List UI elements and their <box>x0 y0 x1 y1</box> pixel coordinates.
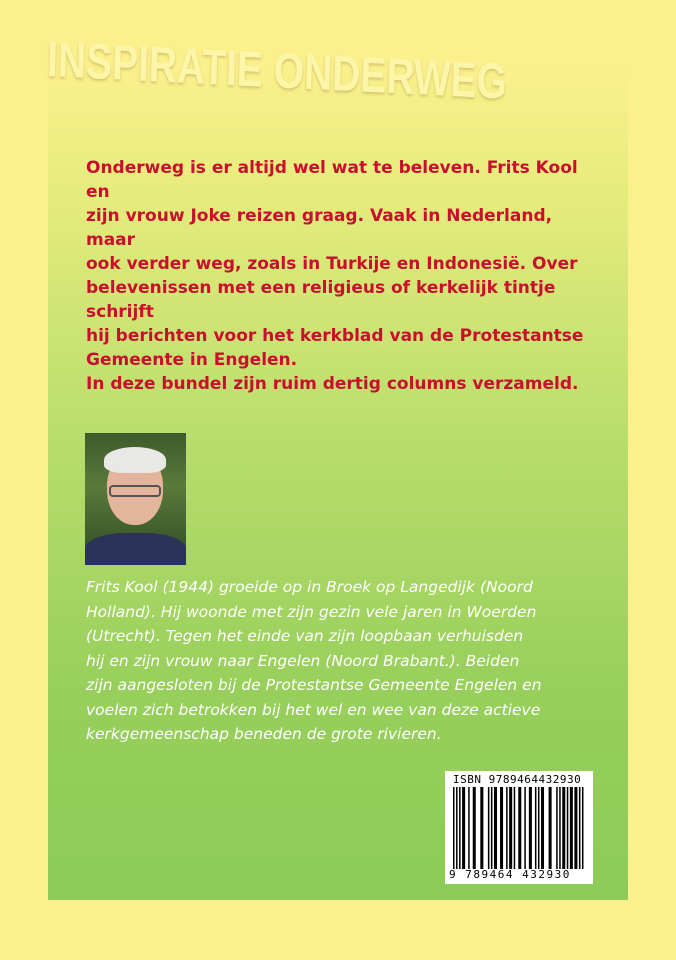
barcode-bar <box>541 787 544 869</box>
barcode-bar <box>468 787 470 869</box>
barcode-bar <box>488 787 490 869</box>
barcode-bar <box>535 787 537 869</box>
author-photo <box>85 433 186 565</box>
barcode-bar <box>570 787 573 869</box>
barcode-bar <box>494 787 497 869</box>
barcode-bar <box>491 787 493 869</box>
bio-line: zijn aangesloten bij de Protestantse Gemeente Engelen en <box>86 676 542 694</box>
barcode-bar <box>549 787 552 869</box>
barcode-bar <box>524 787 526 869</box>
barcode-bar <box>559 787 561 869</box>
barcode-bar <box>518 787 521 869</box>
barcode-bar <box>459 787 461 869</box>
barcode-bar <box>462 787 465 869</box>
blurb-line: belevenissen met een religieus of kerkelijk tintje schrijft <box>86 278 556 322</box>
blurb-line: hij berichten voor het kerkblad van de Protestantse <box>86 326 584 346</box>
barcode-bar <box>556 787 558 869</box>
bio-line: kerkgemeenschap beneden de grote rivieren. <box>86 725 442 743</box>
barcode-bar <box>480 787 483 869</box>
isbn-label: ISBN 9789464432930 <box>453 773 582 786</box>
blurb-text <box>86 156 596 396</box>
barcode-bar <box>574 787 577 869</box>
bio-line: Holland). Hij woonde met zijn gezin vele jaren in Woerden <box>86 602 537 621</box>
barcode-bar <box>579 787 581 869</box>
barcode-bar <box>473 787 476 869</box>
author-bio <box>86 575 646 747</box>
barcode-bar <box>500 787 503 869</box>
book-title: INSPIRATIE ONDERWEG <box>46 30 508 110</box>
author-photo-hair <box>104 447 166 473</box>
blurb-line: zijn vrouw Joke reizen graag. Vaak in Nederland, maar <box>86 206 553 250</box>
blurb-line: In deze bundel zijn ruim dertig columns verzameld. <box>86 374 579 394</box>
author-photo-shoulders <box>85 533 186 565</box>
barcode-bar <box>582 787 584 869</box>
barcode-bar <box>509 787 512 869</box>
blurb-line: Gemeente in Engelen. <box>86 350 298 370</box>
barcode-digits: 9 789464 432930 <box>449 868 571 881</box>
barcode <box>445 771 593 884</box>
barcode-bar <box>529 787 532 869</box>
bio-line: hij en zijn vrouw naar Engelen (Noord Brabant.). Beiden <box>86 651 520 670</box>
bio-line: Frits Kool (1944) groeide op in Broek op Langedijk (Noord <box>86 578 533 596</box>
barcode-bar <box>453 787 455 869</box>
barcode-bar <box>567 787 569 869</box>
barcode-bar <box>506 787 508 869</box>
barcode-bar <box>538 787 540 869</box>
blurb-line: Onderweg is er altijd wel wat te beleven. Frits Kool en <box>86 158 578 202</box>
author-photo-glasses <box>109 485 161 497</box>
barcode-bar <box>562 787 565 869</box>
blurb-line: ook verder weg, zoals in Turkije en Indonesië. Over <box>86 254 578 274</box>
bio-line: voelen zich betrokken bij het wel en wee van deze actieve <box>86 700 541 719</box>
barcode-bars <box>453 787 585 869</box>
bio-line: (Utrecht). Tegen het einde van zijn loopbaan verhuisden <box>86 627 524 645</box>
barcode-bar <box>456 787 458 869</box>
barcode-bar <box>514 787 516 869</box>
